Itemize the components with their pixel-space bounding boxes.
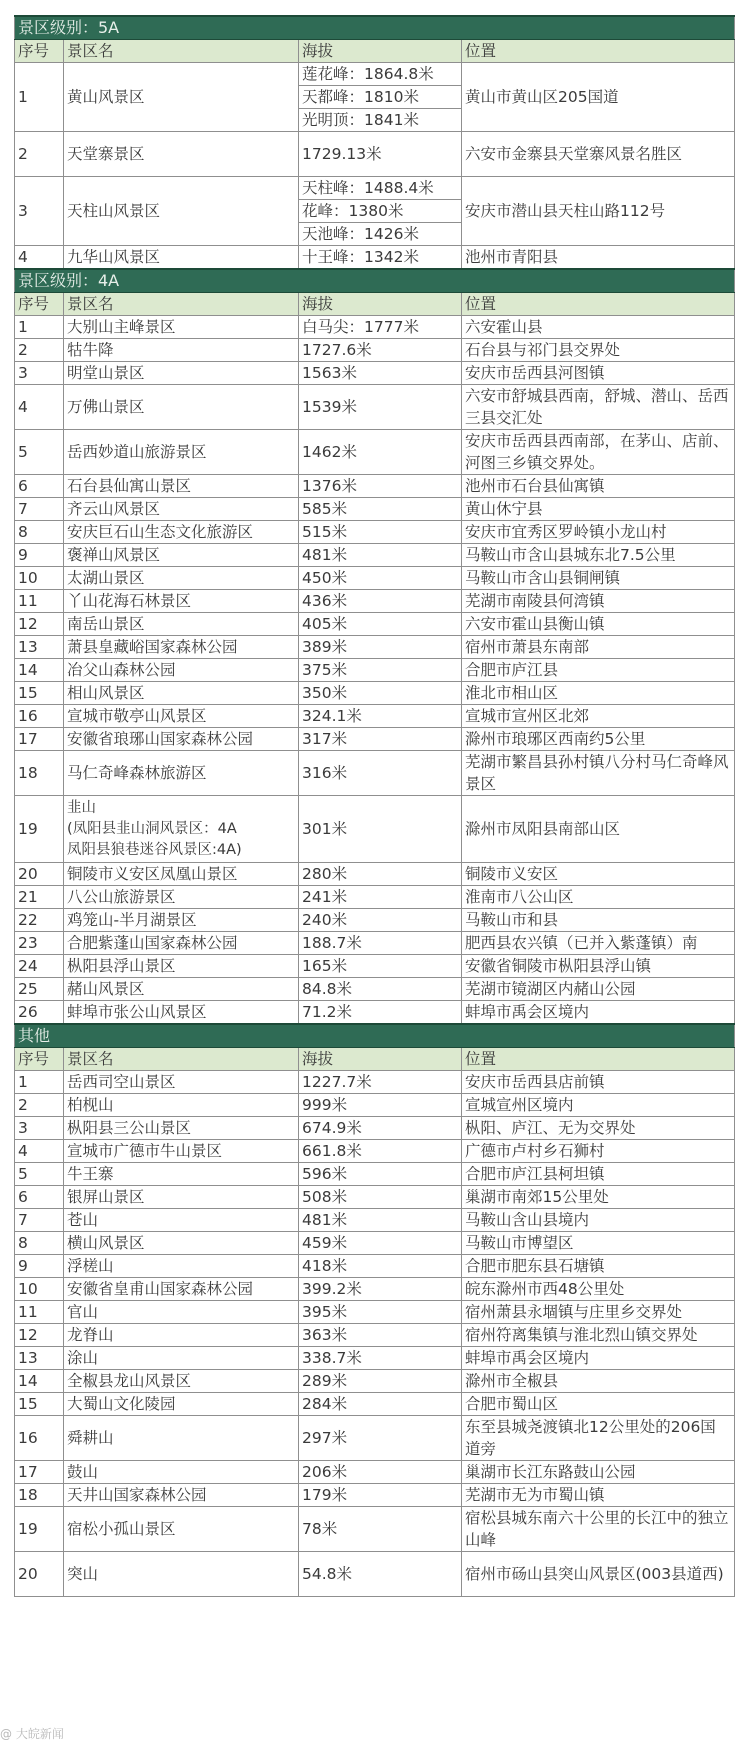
- location: 芜湖市无为市蜀山镇: [462, 1484, 735, 1507]
- altitude: 297米: [299, 1416, 462, 1461]
- altitude: 674.9米: [299, 1117, 462, 1140]
- location: 合肥市庐江县: [462, 659, 735, 682]
- altitude: 1462米: [299, 430, 462, 475]
- section-header: [15, 16, 735, 40]
- scenic-name: 柏枧山: [64, 1094, 299, 1117]
- altitude: 179米: [299, 1484, 462, 1507]
- table-row: [15, 682, 735, 705]
- row-number: 17: [15, 1461, 64, 1484]
- scenic-name: 萧县皇藏峪国家森林公园: [64, 636, 299, 659]
- table-row: [15, 475, 735, 498]
- table-row: [15, 316, 735, 339]
- scenic-name: 舜耕山: [64, 1416, 299, 1461]
- location: 六安霍山县: [462, 316, 735, 339]
- section-title: 景区级别：5A: [15, 16, 735, 40]
- location: 池州市青阳县: [462, 246, 735, 270]
- row-number: 17: [15, 728, 64, 751]
- row-number: 15: [15, 682, 64, 705]
- table-row: [15, 728, 735, 751]
- table-row: [15, 1416, 735, 1461]
- altitude: 508米: [299, 1186, 462, 1209]
- altitude: 324.1米: [299, 705, 462, 728]
- section-header: [15, 269, 735, 293]
- table-row: [15, 659, 735, 682]
- altitude: 71.2米: [299, 1001, 462, 1025]
- scenic-name: 马仁奇峰森林旅游区: [64, 751, 299, 796]
- location: 合肥市庐江县柯坦镇: [462, 1163, 735, 1186]
- col-header-location: 位置: [462, 1048, 735, 1071]
- altitude: 十王峰：1342米: [299, 246, 462, 270]
- row-number: 2: [15, 339, 64, 362]
- row-number: 20: [15, 1552, 64, 1597]
- location: 芜湖市繁昌县孙村镇八分村马仁奇峰风景区: [462, 751, 735, 796]
- row-number: 8: [15, 1232, 64, 1255]
- row-number: 13: [15, 1347, 64, 1370]
- peak-altitude: 花峰：1380米: [299, 200, 461, 223]
- location: 皖东滁州市西48公里处: [462, 1278, 735, 1301]
- row-number: 4: [15, 246, 64, 270]
- scenic-name: 龙脊山: [64, 1324, 299, 1347]
- altitude: 459米: [299, 1232, 462, 1255]
- table-row: [15, 1461, 735, 1484]
- altitude: 481米: [299, 544, 462, 567]
- col-header-location: 位置: [462, 40, 735, 63]
- table-row: [15, 932, 735, 955]
- altitude: 436米: [299, 590, 462, 613]
- table-row: [15, 1507, 735, 1552]
- row-number: 16: [15, 705, 64, 728]
- altitude: 78米: [299, 1507, 462, 1552]
- altitude-cell: [299, 177, 462, 246]
- altitude: 317米: [299, 728, 462, 751]
- peak-altitude: 莲花峰：1864.8米: [299, 63, 461, 86]
- row-number: 19: [15, 796, 64, 863]
- table-row: [15, 590, 735, 613]
- scenic-name: 横山风景区: [64, 1232, 299, 1255]
- location: 巢湖市南郊15公里处: [462, 1186, 735, 1209]
- altitude-cell: [299, 63, 462, 132]
- row-number: 12: [15, 613, 64, 636]
- scenic-name: 鸡笼山-半月湖景区: [64, 909, 299, 932]
- row-number: 24: [15, 955, 64, 978]
- row-number: 5: [15, 1163, 64, 1186]
- col-header-altitude: 海拔: [299, 1048, 462, 1071]
- column-header-row: [15, 1048, 735, 1071]
- location: 芜湖市镜湖区内赭山公园: [462, 978, 735, 1001]
- altitude: 418米: [299, 1255, 462, 1278]
- altitude: 165米: [299, 955, 462, 978]
- col-header-no: 序号: [15, 40, 64, 63]
- location: 铜陵市义安区: [462, 863, 735, 886]
- row-number: 6: [15, 475, 64, 498]
- col-header-no: 序号: [15, 1048, 64, 1071]
- scenic-name: 枞阳县三公山景区: [64, 1117, 299, 1140]
- row-number: 10: [15, 567, 64, 590]
- scenic-name: 枞阳县浮山景区: [64, 955, 299, 978]
- location: 宿松县城东南六十公里的长江中的独立山峰: [462, 1507, 735, 1552]
- location: 宿州萧县永堌镇与庄里乡交界处: [462, 1301, 735, 1324]
- row-number: 4: [15, 1140, 64, 1163]
- scenic-name: 九华山风景区: [64, 246, 299, 270]
- table-row: [15, 909, 735, 932]
- altitude: 1727.6米: [299, 339, 462, 362]
- location: 滁州市全椒县: [462, 1370, 735, 1393]
- altitude: 白马尖：1777米: [299, 316, 462, 339]
- scenic-name: 黄山风景区: [64, 63, 299, 132]
- location: 黄山休宁县: [462, 498, 735, 521]
- scenic-name: 宣城市广德市牛山景区: [64, 1140, 299, 1163]
- scenic-name: 韭山 (凤阳县韭山洞风景区：4A 凤阳县狼巷迷谷风景区:4A): [64, 796, 299, 863]
- row-number: 4: [15, 385, 64, 430]
- location: 宣城市宣州区北郊: [462, 705, 735, 728]
- table-row: [15, 1324, 735, 1347]
- altitude: 350米: [299, 682, 462, 705]
- table-row: [15, 63, 735, 132]
- table-row: [15, 1140, 735, 1163]
- row-number: 26: [15, 1001, 64, 1025]
- scenic-name: 南岳山景区: [64, 613, 299, 636]
- table-row: [15, 613, 735, 636]
- altitude: 241米: [299, 886, 462, 909]
- scenic-name: 鼓山: [64, 1461, 299, 1484]
- location: 马鞍山市博望区: [462, 1232, 735, 1255]
- row-number: 9: [15, 544, 64, 567]
- altitude: 585米: [299, 498, 462, 521]
- altitude: 515米: [299, 521, 462, 544]
- section-title: 其他: [15, 1024, 735, 1048]
- row-number: 1: [15, 63, 64, 132]
- location: 马鞍山含山县境内: [462, 1209, 735, 1232]
- scenic-name: 全椒县龙山风景区: [64, 1370, 299, 1393]
- scenic-name: 天柱山风景区: [64, 177, 299, 246]
- row-number: 11: [15, 590, 64, 613]
- altitude: 1227.7米: [299, 1071, 462, 1094]
- scenic-name: 赭山风景区: [64, 978, 299, 1001]
- row-number: 20: [15, 863, 64, 886]
- location: 宿州符离集镇与淮北烈山镇交界处: [462, 1324, 735, 1347]
- location: 池州市石台县仙寓镇: [462, 475, 735, 498]
- scenic-name: 铜陵市义安区凤凰山景区: [64, 863, 299, 886]
- scenic-name: 明堂山景区: [64, 362, 299, 385]
- location: 安庆市潜山县天柱山路112号: [462, 177, 735, 246]
- location: 芜湖市南陵县何湾镇: [462, 590, 735, 613]
- row-number: 2: [15, 132, 64, 177]
- altitude: 206米: [299, 1461, 462, 1484]
- table-row: [15, 1071, 735, 1094]
- scenic-name: 万佛山景区: [64, 385, 299, 430]
- location: 安庆市岳西县店前镇: [462, 1071, 735, 1094]
- scenic-name: 岳西妙道山旅游景区: [64, 430, 299, 475]
- altitude: 289米: [299, 1370, 462, 1393]
- row-number: 22: [15, 909, 64, 932]
- location: 淮南市八公山区: [462, 886, 735, 909]
- scenic-name: 安徽省皇甫山国家森林公园: [64, 1278, 299, 1301]
- table-row: [15, 705, 735, 728]
- altitude: 316米: [299, 751, 462, 796]
- table-row: [15, 498, 735, 521]
- row-number: 7: [15, 1209, 64, 1232]
- col-header-no: 序号: [15, 293, 64, 316]
- row-number: 6: [15, 1186, 64, 1209]
- row-number: 8: [15, 521, 64, 544]
- table-row: [15, 1552, 735, 1597]
- location: 滁州市琅琊区西南约5公里: [462, 728, 735, 751]
- peak-altitude: 天都峰：1810米: [299, 86, 461, 109]
- table-row: [15, 1255, 735, 1278]
- table-row: [15, 1278, 735, 1301]
- row-number: 18: [15, 1484, 64, 1507]
- table-row: [15, 567, 735, 590]
- table-row: [15, 544, 735, 567]
- column-header-row: [15, 40, 735, 63]
- scenic-name: 官山: [64, 1301, 299, 1324]
- location: 安庆市岳西县河图镇: [462, 362, 735, 385]
- altitude: 450米: [299, 567, 462, 590]
- row-number: 10: [15, 1278, 64, 1301]
- table-row: [15, 246, 735, 270]
- location: 蚌埠市禹会区境内: [462, 1347, 735, 1370]
- table-row: [15, 385, 735, 430]
- altitude: 188.7米: [299, 932, 462, 955]
- table-row: [15, 521, 735, 544]
- row-number: 25: [15, 978, 64, 1001]
- table-row: [15, 796, 735, 863]
- altitude: 596米: [299, 1163, 462, 1186]
- altitude: 1539米: [299, 385, 462, 430]
- altitude: 1729.13米: [299, 132, 462, 177]
- table-row: [15, 1393, 735, 1416]
- altitude: 405米: [299, 613, 462, 636]
- location: 石台县与祁门县交界处: [462, 339, 735, 362]
- row-number: 3: [15, 1117, 64, 1140]
- table-row: [15, 132, 735, 177]
- table-row: [15, 955, 735, 978]
- table-row: [15, 1209, 735, 1232]
- scenic-name: 齐云山风景区: [64, 498, 299, 521]
- location: 滁州市凤阳县南部山区: [462, 796, 735, 863]
- location: 黄山市黄山区205国道: [462, 63, 735, 132]
- altitude: 1376米: [299, 475, 462, 498]
- row-number: 1: [15, 316, 64, 339]
- table-row: [15, 1232, 735, 1255]
- altitude: 338.7米: [299, 1347, 462, 1370]
- row-number: 23: [15, 932, 64, 955]
- altitude: 54.8米: [299, 1552, 462, 1597]
- altitude: 1563米: [299, 362, 462, 385]
- table-row: [15, 863, 735, 886]
- table-row: [15, 1301, 735, 1324]
- row-number: 14: [15, 659, 64, 682]
- location: 蚌埠市禹会区境内: [462, 1001, 735, 1025]
- table-row: [15, 1117, 735, 1140]
- peak-altitude: 光明顶：1841米: [302, 111, 419, 129]
- col-header-altitude: 海拔: [299, 40, 462, 63]
- table-row: [15, 339, 735, 362]
- location: 马鞍山市含山县城东北7.5公里: [462, 544, 735, 567]
- scenic-name: 银屏山景区: [64, 1186, 299, 1209]
- location: 合肥市肥东县石塘镇: [462, 1255, 735, 1278]
- location: 宿州市萧县东南部: [462, 636, 735, 659]
- location: 东至县城尧渡镇北12公里处的206国道旁: [462, 1416, 735, 1461]
- scenic-name: 石台县仙寓山景区: [64, 475, 299, 498]
- section-header: [15, 1024, 735, 1048]
- spreadsheet: [14, 15, 734, 1597]
- row-number: 18: [15, 751, 64, 796]
- altitude: 661.8米: [299, 1140, 462, 1163]
- table-row: [15, 886, 735, 909]
- scenic-name: 安庆巨石山生态文化旅游区: [64, 521, 299, 544]
- row-number: 15: [15, 1393, 64, 1416]
- row-number: 9: [15, 1255, 64, 1278]
- row-number: 19: [15, 1507, 64, 1552]
- scenic-name: 苍山: [64, 1209, 299, 1232]
- scenic-name: 蚌埠市张公山风景区: [64, 1001, 299, 1025]
- location: 淮北市相山区: [462, 682, 735, 705]
- watermark: @ 大皖新闻: [0, 1727, 64, 1741]
- scenic-name: 宣城市敬亭山风景区: [64, 705, 299, 728]
- scenic-name: 八公山旅游景区: [64, 886, 299, 909]
- altitude: 389米: [299, 636, 462, 659]
- location: 枞阳、庐江、无为交界处: [462, 1117, 735, 1140]
- location: 合肥市蜀山区: [462, 1393, 735, 1416]
- row-number: 11: [15, 1301, 64, 1324]
- scenic-name: 冶父山森林公园: [64, 659, 299, 682]
- scenic-name: 太湖山景区: [64, 567, 299, 590]
- scenic-name: 天堂寨景区: [64, 132, 299, 177]
- table-row: [15, 978, 735, 1001]
- table-row: [15, 1484, 735, 1507]
- row-number: 3: [15, 362, 64, 385]
- altitude: 301米: [299, 796, 462, 863]
- location: 马鞍山市和县: [462, 909, 735, 932]
- altitude: 395米: [299, 1301, 462, 1324]
- location: 马鞍山市含山县铜闸镇: [462, 567, 735, 590]
- row-number: 16: [15, 1416, 64, 1461]
- row-number: 21: [15, 886, 64, 909]
- peak-altitude: 天柱峰：1488.4米: [299, 177, 461, 200]
- location: 巢湖市长江东路鼓山公园: [462, 1461, 735, 1484]
- scenic-name: 大别山主峰景区: [64, 316, 299, 339]
- scenic-name: 牯牛降: [64, 339, 299, 362]
- table-row: [15, 636, 735, 659]
- col-header-name: 景区名: [64, 40, 299, 63]
- location: 肥西县农兴镇（已并入紫蓬镇）南: [462, 932, 735, 955]
- peak-altitude: 天池峰：1426米: [302, 225, 419, 243]
- scenic-name: 褒禅山风景区: [64, 544, 299, 567]
- table-row: [15, 1347, 735, 1370]
- table-row: [15, 1094, 735, 1117]
- location: 安徽省铜陵市枞阳县浮山镇: [462, 955, 735, 978]
- row-number: 5: [15, 430, 64, 475]
- scenic-name: 安徽省琅琊山国家森林公园: [64, 728, 299, 751]
- scenic-name: 突山: [64, 1552, 299, 1597]
- table-row: [15, 1370, 735, 1393]
- scenic-name: 浮槎山: [64, 1255, 299, 1278]
- table-row: [15, 751, 735, 796]
- row-number: 1: [15, 1071, 64, 1094]
- row-number: 12: [15, 1324, 64, 1347]
- altitude: 399.2米: [299, 1278, 462, 1301]
- altitude: 999米: [299, 1094, 462, 1117]
- location: 六安市舒城县西南，舒城、潜山、岳西三县交汇处: [462, 385, 735, 430]
- col-header-name: 景区名: [64, 1048, 299, 1071]
- altitude: 481米: [299, 1209, 462, 1232]
- col-header-location: 位置: [462, 293, 735, 316]
- column-header-row: [15, 293, 735, 316]
- table-row: [15, 1186, 735, 1209]
- altitude: 363米: [299, 1324, 462, 1347]
- scenic-name: 天井山国家森林公园: [64, 1484, 299, 1507]
- row-number: 2: [15, 1094, 64, 1117]
- table-row: [15, 1163, 735, 1186]
- row-number: 3: [15, 177, 64, 246]
- altitude: 280米: [299, 863, 462, 886]
- scenic-name: 宿松小孤山景区: [64, 1507, 299, 1552]
- row-number: 7: [15, 498, 64, 521]
- col-header-name: 景区名: [64, 293, 299, 316]
- altitude: 84.8米: [299, 978, 462, 1001]
- section-title: 景区级别：4A: [15, 269, 735, 293]
- location: 安庆市岳西县西南部，在茅山、店前、河图三乡镇交界处。: [462, 430, 735, 475]
- location: 广德市卢村乡石狮村: [462, 1140, 735, 1163]
- altitude: 375米: [299, 659, 462, 682]
- location: 六安市霍山县衡山镇: [462, 613, 735, 636]
- scenic-name: 涂山: [64, 1347, 299, 1370]
- table-row: [15, 177, 735, 246]
- scenic-table: [14, 15, 735, 1597]
- scenic-name: 丫山花海石林景区: [64, 590, 299, 613]
- location: 宣城宣州区境内: [462, 1094, 735, 1117]
- scenic-name: 合肥紫蓬山国家森林公园: [64, 932, 299, 955]
- location: 六安市金寨县天堂寨风景名胜区: [462, 132, 735, 177]
- altitude: 240米: [299, 909, 462, 932]
- table-row: [15, 1001, 735, 1025]
- scenic-name: 牛王寨: [64, 1163, 299, 1186]
- table-row: [15, 430, 735, 475]
- col-header-altitude: 海拔: [299, 293, 462, 316]
- scenic-name: 相山风景区: [64, 682, 299, 705]
- table-row: [15, 362, 735, 385]
- altitude: 284米: [299, 1393, 462, 1416]
- location: 安庆市宜秀区罗岭镇小龙山村: [462, 521, 735, 544]
- scenic-name: 大蜀山文化陵园: [64, 1393, 299, 1416]
- row-number: 13: [15, 636, 64, 659]
- scenic-name: 岳西司空山景区: [64, 1071, 299, 1094]
- row-number: 14: [15, 1370, 64, 1393]
- location: 宿州市砀山县突山风景区(003县道西): [462, 1552, 735, 1597]
